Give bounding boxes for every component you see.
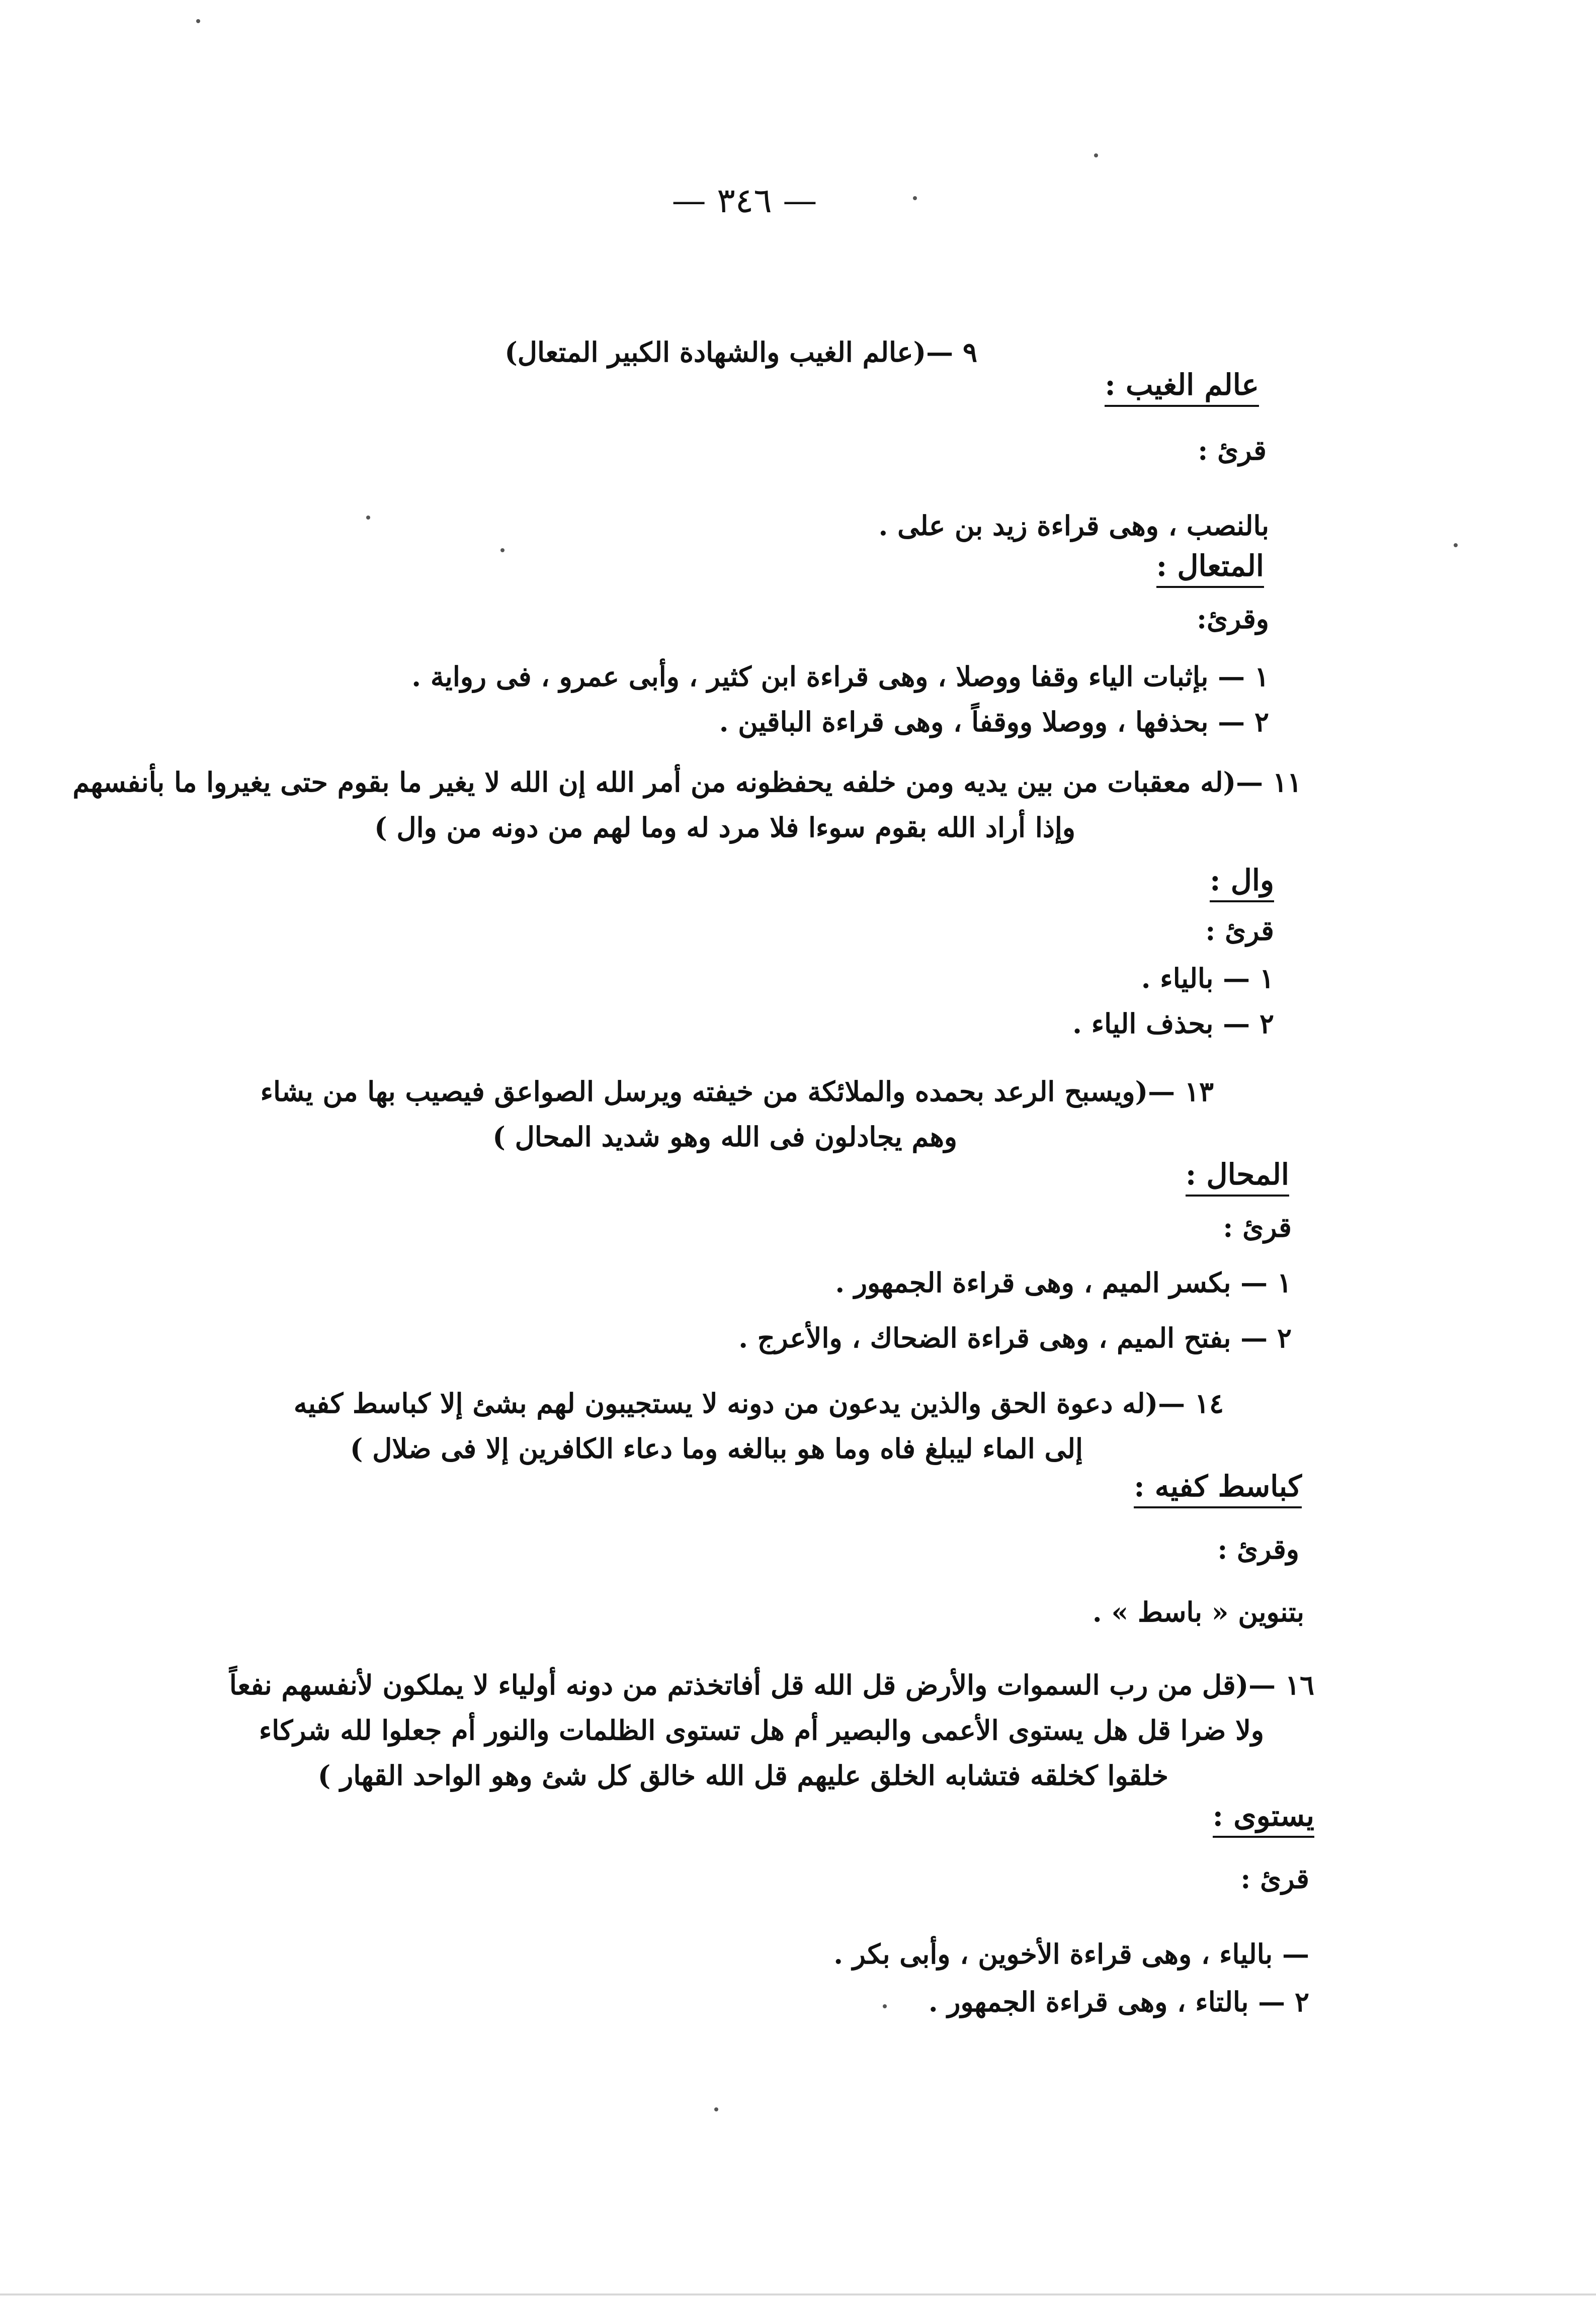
headword-ka-basit-kaffayh: كباسط كفيه : [1134, 1469, 1302, 1508]
reading-text: ٢ — بالتاء ، وهى قراءة الجمهور . [928, 1986, 1309, 2018]
scan-speck [366, 516, 370, 520]
headword-yastawi: يستوى : [1213, 1799, 1314, 1838]
reading-label: قرئ : [1205, 914, 1274, 947]
verse-11-text: ١١ —(له معقبات من بين يديه ومن خلفه يحفظونه من أمر الله إن الله لا يغير ما بقوم حتى يغيروا ما بأنفسهم [72, 766, 1302, 798]
reading-text: ٢ — بحذفها ، ووصلا ووقفاً ، وهى قراءة الباقين . [719, 706, 1269, 738]
reading-text: ٢ — بحذف الياء . [1072, 1007, 1274, 1040]
reading-text: بتنوين « باسط » . [1092, 1596, 1304, 1628]
scan-speck [1454, 543, 1458, 547]
scan-speck [1094, 153, 1098, 157]
headword-al-mihal: المحال : [1186, 1157, 1289, 1197]
verse-16-text: خلقوا كخلقه فتشابه الخلق عليهم قل الله خالق كل شئ وهو الواحد القهار ) [317, 1759, 1168, 1792]
reading-text: — بالياء ، وهى قراءة الأخوين ، وأبى بكر . [833, 1938, 1309, 1970]
verse-13-text: وهم يجادلون فى الله وهو شديد المحال ) [492, 1121, 957, 1153]
page-bottom-edge [0, 2293, 1596, 2295]
verse-16-text: ١٦ —(قل من رب السموات والأرض قل الله قل أفاتخذتم من دونه أولياء لا يملكون لأنفسهم نفعاً [229, 1669, 1314, 1701]
scan-speck [714, 2107, 718, 2111]
scan-speck [913, 196, 917, 200]
reading-text: بالنصب ، وهى قراءة زيد بن على . [878, 509, 1269, 542]
headword-wal: وال : [1210, 863, 1274, 902]
reading-label: وقرئ : [1217, 1533, 1299, 1565]
verse-14-text: إلى الماء ليبلغ فاه وما هو ببالغه وما دعاء الكافرين إلا فى ضلال ) [350, 1432, 1083, 1465]
reading-text: ١ — بإثبات الياء وقفا ووصلا ، وهى قراءة ابن كثير ، وأبى عمرو ، فى رواية . [411, 660, 1269, 693]
verse-16-text: ولا ضرا قل هل يستوى الأعمى والبصير أم هل تستوى الظلمات والنور أم جعلوا لله شركاء [259, 1714, 1264, 1746]
scan-speck [196, 19, 200, 23]
reading-label: وقرئ: [1197, 603, 1269, 635]
headword-al-mutaal: المتعال : [1156, 549, 1264, 588]
page-number: — ٣٤٦ — [671, 181, 817, 221]
reading-text: ١ — بكسر الميم ، وهى قراءة الجمهور . [835, 1266, 1292, 1299]
scan-speck [500, 548, 505, 552]
reading-label: قرئ : [1223, 1211, 1292, 1243]
reading-text: ١ — بالياء . [1141, 962, 1274, 994]
verse-11-text: وإذا أراد الله بقوم سوءا فلا مرد له وما لهم من دونه من وال ) [374, 811, 1075, 843]
verse-14-text: ١٤ —(له دعوة الحق والذين يدعون من دونه لا يستجيبون لهم بشئ إلا كباسط كفيه [293, 1387, 1224, 1419]
verse-13-text: ١٣ —(ويسبح الرعد بحمده والملائكة من خيفته ويرسل الصواعق فيصيب بها من يشاء [260, 1075, 1214, 1108]
reading-text: ٢ — بفتح الميم ، وهى قراءة الضحاك ، والأعرج . [738, 1322, 1292, 1354]
verse-9-text: ٩ —(عالم الغيب والشهادة الكبير المتعال) [505, 336, 977, 368]
reading-label: قرئ : [1240, 1862, 1309, 1895]
scan-speck [883, 2004, 887, 2008]
reading-label: قرئ : [1198, 434, 1267, 466]
headword-alim-al-ghayb: عالم الغيب : [1105, 368, 1259, 407]
